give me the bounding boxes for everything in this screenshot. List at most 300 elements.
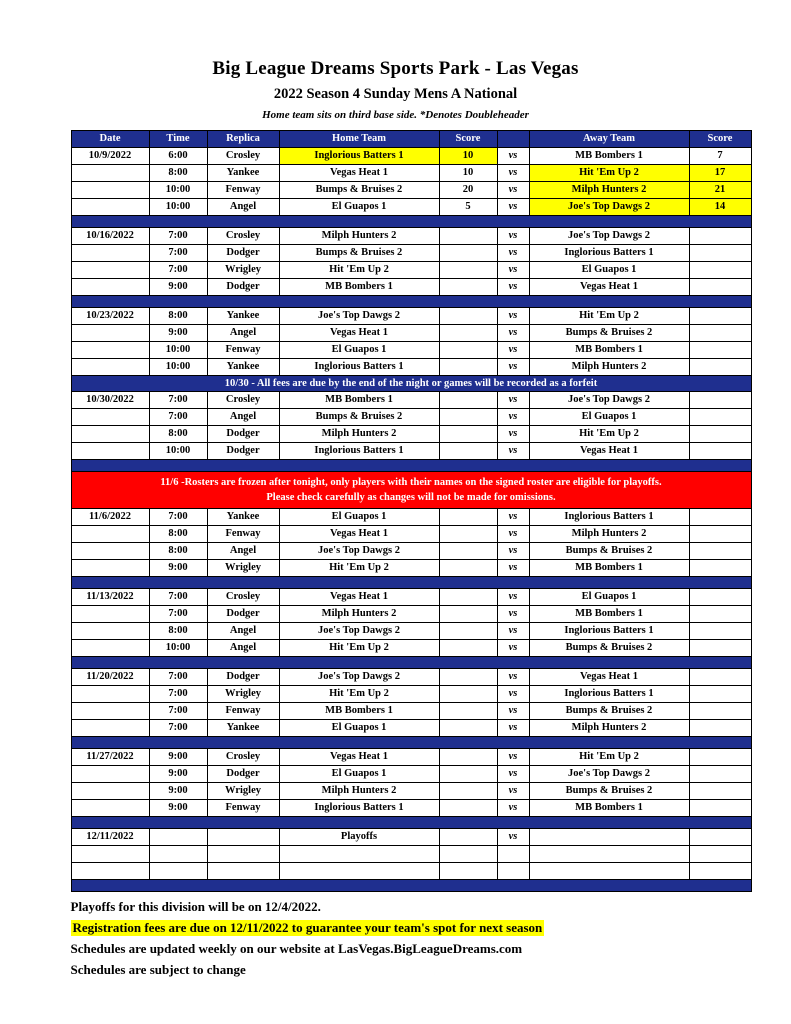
table-row	[71, 766, 751, 783]
cell-vs: vs	[497, 829, 529, 846]
table-row	[71, 543, 751, 560]
cell-date	[71, 543, 149, 560]
empty-cell	[149, 863, 207, 880]
column-header-date: Date	[71, 131, 149, 148]
cell-time: 9:00	[149, 325, 207, 342]
cell-date	[71, 409, 149, 426]
cell-away-score: 17	[689, 165, 751, 182]
cell-date	[71, 560, 149, 577]
cell-replica: Yankee	[207, 165, 279, 182]
empty-cell	[279, 863, 439, 880]
empty-cell	[279, 846, 439, 863]
cell-home-score	[439, 426, 497, 443]
cell-away-team: Bumps & Bruises 2	[529, 783, 689, 800]
cell-home-team: Bumps & Bruises 2	[279, 245, 439, 262]
schedule-table	[71, 130, 752, 892]
cell-home-score	[439, 325, 497, 342]
week-separator	[71, 460, 751, 472]
table-row	[71, 165, 751, 182]
cell-date	[71, 426, 149, 443]
cell-home-score	[439, 279, 497, 296]
cell-home-score	[439, 829, 497, 846]
cell-home-score	[439, 392, 497, 409]
table-row	[71, 148, 751, 165]
cell-home-team: El Guapos 1	[279, 720, 439, 737]
page-header	[0, 0, 791, 121]
cell-away-team: Joe's Top Dawgs 2	[529, 199, 689, 216]
table-row	[71, 800, 751, 817]
table-row	[71, 686, 751, 703]
footer-notes	[71, 892, 721, 978]
cell-away-team: MB Bombers 1	[529, 148, 689, 165]
cell-time: 7:00	[149, 589, 207, 606]
roster-freeze-line: Please check carefully as changes will not be made for omissions.	[266, 492, 556, 503]
cell-replica: Angel	[207, 640, 279, 657]
cell-date: 11/13/2022	[71, 589, 149, 606]
cell-away-team: Bumps & Bruises 2	[529, 703, 689, 720]
empty-cell	[71, 863, 149, 880]
cell-date	[71, 262, 149, 279]
table-row	[71, 392, 751, 409]
cell-date	[71, 245, 149, 262]
cell-away-score: 14	[689, 199, 751, 216]
cell-vs: vs	[497, 443, 529, 460]
cell-date: 11/6/2022	[71, 509, 149, 526]
cell-time: 10:00	[149, 359, 207, 376]
cell-replica: Angel	[207, 199, 279, 216]
cell-vs: vs	[497, 589, 529, 606]
cell-vs: vs	[497, 543, 529, 560]
cell-home-score	[439, 766, 497, 783]
cell-replica: Crosley	[207, 392, 279, 409]
cell-replica: Wrigley	[207, 560, 279, 577]
table-row	[71, 409, 751, 426]
cell-home-score	[439, 783, 497, 800]
week-separator-cell	[71, 737, 751, 749]
cell-replica: Fenway	[207, 703, 279, 720]
table-row	[71, 720, 751, 737]
cell-date	[71, 766, 149, 783]
cell-away-score	[689, 749, 751, 766]
cell-vs: vs	[497, 686, 529, 703]
notice-banner-text: 10/30 - All fees are due by the end of the night or games will be recorded as a forfeit	[71, 376, 751, 392]
table-row	[71, 669, 751, 686]
cell-home-score	[439, 262, 497, 279]
cell-away-team: El Guapos 1	[529, 262, 689, 279]
cell-home-team: Vegas Heat 1	[279, 589, 439, 606]
cell-away-score	[689, 392, 751, 409]
cell-away-team: Joe's Top Dawgs 2	[529, 392, 689, 409]
cell-away-team: Hit 'Em Up 2	[529, 308, 689, 325]
cell-replica	[207, 829, 279, 846]
cell-home-team: Playoffs	[279, 829, 439, 846]
cell-away-team: Bumps & Bruises 2	[529, 543, 689, 560]
cell-away-score	[689, 359, 751, 376]
cell-vs: vs	[497, 359, 529, 376]
cell-date	[71, 783, 149, 800]
cell-away-score	[689, 703, 751, 720]
cell-home-score	[439, 669, 497, 686]
cell-vs: vs	[497, 800, 529, 817]
table-row	[71, 783, 751, 800]
cell-date	[71, 526, 149, 543]
column-header-replica: Replica	[207, 131, 279, 148]
cell-vs: vs	[497, 509, 529, 526]
cell-away-team: Milph Hunters 2	[529, 359, 689, 376]
cell-away-score	[689, 443, 751, 460]
cell-vs: vs	[497, 783, 529, 800]
cell-date	[71, 606, 149, 623]
cell-home-team: Joe's Top Dawgs 2	[279, 669, 439, 686]
cell-home-score	[439, 443, 497, 460]
cell-home-score	[439, 342, 497, 359]
cell-time: 8:00	[149, 543, 207, 560]
cell-home-score	[439, 720, 497, 737]
cell-home-team: Milph Hunters 2	[279, 228, 439, 245]
table-row	[71, 560, 751, 577]
cell-time: 6:00	[149, 148, 207, 165]
cell-time: 7:00	[149, 606, 207, 623]
cell-home-team: MB Bombers 1	[279, 279, 439, 296]
cell-home-score: 10	[439, 148, 497, 165]
table-row	[71, 245, 751, 262]
schedule-table-wrap	[71, 130, 733, 892]
empty-cell	[207, 863, 279, 880]
table-row	[71, 199, 751, 216]
page-title: Big League Dreams Sports Park - Las Vegas	[212, 58, 579, 79]
cell-away-team: Hit 'Em Up 2	[529, 165, 689, 182]
cell-date: 11/27/2022	[71, 749, 149, 766]
cell-home-score	[439, 509, 497, 526]
cell-away-team: Inglorious Batters 1	[529, 686, 689, 703]
week-separator	[71, 657, 751, 669]
cell-home-score	[439, 308, 497, 325]
roster-freeze-banner-text	[71, 472, 751, 509]
cell-replica: Wrigley	[207, 262, 279, 279]
table-header-row	[71, 131, 751, 148]
week-separator	[71, 577, 751, 589]
column-header-home-team: Home Team	[279, 131, 439, 148]
cell-replica: Dodger	[207, 766, 279, 783]
cell-home-score	[439, 640, 497, 657]
cell-replica: Dodger	[207, 606, 279, 623]
footer-line-subject-to-change: Schedules are subject to change	[70, 962, 246, 977]
empty-cell	[149, 846, 207, 863]
cell-home-team: Joe's Top Dawgs 2	[279, 543, 439, 560]
cell-vs: vs	[497, 640, 529, 657]
cell-away-score	[689, 509, 751, 526]
cell-home-team: MB Bombers 1	[279, 392, 439, 409]
cell-vs: vs	[497, 409, 529, 426]
cell-away-score	[689, 426, 751, 443]
cell-time: 10:00	[149, 640, 207, 657]
cell-away-score	[689, 800, 751, 817]
cell-away-team: Milph Hunters 2	[529, 526, 689, 543]
table-row	[71, 829, 751, 846]
table-row	[71, 640, 751, 657]
cell-home-team: El Guapos 1	[279, 199, 439, 216]
week-separator-cell	[71, 880, 751, 892]
table-row	[71, 443, 751, 460]
column-header-vs	[497, 131, 529, 148]
cell-replica: Dodger	[207, 279, 279, 296]
empty-cell	[207, 846, 279, 863]
footer-line-playoffs: Playoffs for this division will be on 12/4/2022.	[70, 899, 321, 914]
cell-date	[71, 703, 149, 720]
cell-home-team: Hit 'Em Up 2	[279, 262, 439, 279]
cell-away-team: MB Bombers 1	[529, 800, 689, 817]
cell-date	[71, 359, 149, 376]
cell-away-score	[689, 589, 751, 606]
roster-freeze-line: 11/6 -Rosters are frozen after tonight, only players with their names on the signed roster are eligible for playoffs.	[160, 477, 662, 488]
cell-date	[71, 279, 149, 296]
cell-home-score	[439, 623, 497, 640]
cell-home-score	[439, 409, 497, 426]
table-row	[71, 308, 751, 325]
cell-away-team: Milph Hunters 2	[529, 720, 689, 737]
cell-away-team: Bumps & Bruises 2	[529, 640, 689, 657]
cell-away-score	[689, 686, 751, 703]
cell-away-score	[689, 640, 751, 657]
cell-home-score	[439, 560, 497, 577]
week-separator-cell	[71, 657, 751, 669]
cell-replica: Wrigley	[207, 783, 279, 800]
table-row	[71, 426, 751, 443]
column-header-away-team: Away Team	[529, 131, 689, 148]
table-row	[71, 589, 751, 606]
cell-vs: vs	[497, 342, 529, 359]
week-separator	[71, 216, 751, 228]
table-row	[71, 623, 751, 640]
cell-time: 8:00	[149, 426, 207, 443]
cell-away-team: Bumps & Bruises 2	[529, 325, 689, 342]
cell-vs: vs	[497, 669, 529, 686]
page-subtitle: 2022 Season 4 Sunday Mens A National	[273, 86, 518, 102]
table-row	[71, 359, 751, 376]
cell-away-team: Joe's Top Dawgs 2	[529, 766, 689, 783]
cell-time: 10:00	[149, 199, 207, 216]
week-separator-cell	[71, 577, 751, 589]
table-row	[71, 279, 751, 296]
cell-replica: Fenway	[207, 800, 279, 817]
table-row	[71, 703, 751, 720]
empty-cell	[439, 846, 497, 863]
cell-date	[71, 686, 149, 703]
cell-time: 8:00	[149, 165, 207, 182]
cell-home-team: El Guapos 1	[279, 766, 439, 783]
cell-away-score	[689, 262, 751, 279]
cell-date	[71, 720, 149, 737]
cell-date: 10/16/2022	[71, 228, 149, 245]
cell-time	[149, 829, 207, 846]
cell-home-score	[439, 228, 497, 245]
cell-time: 10:00	[149, 342, 207, 359]
cell-home-team: Vegas Heat 1	[279, 749, 439, 766]
cell-home-team: Joe's Top Dawgs 2	[279, 308, 439, 325]
cell-vs: vs	[497, 262, 529, 279]
cell-away-score	[689, 543, 751, 560]
cell-replica: Yankee	[207, 359, 279, 376]
cell-vs: vs	[497, 623, 529, 640]
column-header-time: Time	[149, 131, 207, 148]
cell-away-score: 7	[689, 148, 751, 165]
cell-home-team: Hit 'Em Up 2	[279, 640, 439, 657]
table-row	[71, 863, 751, 880]
cell-away-team: Inglorious Batters 1	[529, 623, 689, 640]
cell-date	[71, 443, 149, 460]
empty-cell	[497, 863, 529, 880]
cell-home-score	[439, 606, 497, 623]
cell-away-score	[689, 560, 751, 577]
cell-home-score	[439, 749, 497, 766]
cell-date	[71, 165, 149, 182]
cell-away-team: Milph Hunters 2	[529, 182, 689, 199]
cell-home-score: 10	[439, 165, 497, 182]
week-separator	[71, 737, 751, 749]
cell-time: 7:00	[149, 686, 207, 703]
cell-away-team: El Guapos 1	[529, 589, 689, 606]
cell-away-team	[529, 829, 689, 846]
cell-home-score	[439, 526, 497, 543]
cell-away-team: Vegas Heat 1	[529, 669, 689, 686]
cell-replica: Dodger	[207, 426, 279, 443]
cell-replica: Angel	[207, 325, 279, 342]
cell-time: 7:00	[149, 262, 207, 279]
footer-line-registration: Registration fees are due on 12/11/2022 to guarantee your team's spot for next season	[72, 920, 543, 935]
cell-home-score	[439, 686, 497, 703]
cell-home-team: Hit 'Em Up 2	[279, 686, 439, 703]
cell-replica: Angel	[207, 409, 279, 426]
cell-date	[71, 342, 149, 359]
cell-replica: Fenway	[207, 182, 279, 199]
cell-date	[71, 325, 149, 342]
cell-home-score	[439, 800, 497, 817]
cell-home-team: Inglorious Batters 1	[279, 148, 439, 165]
cell-vs: vs	[497, 426, 529, 443]
empty-cell	[71, 846, 149, 863]
cell-home-team: Inglorious Batters 1	[279, 359, 439, 376]
empty-cell	[689, 863, 751, 880]
cell-home-team: El Guapos 1	[279, 509, 439, 526]
cell-home-score	[439, 543, 497, 560]
cell-vs: vs	[497, 606, 529, 623]
table-row	[71, 325, 751, 342]
cell-time: 7:00	[149, 409, 207, 426]
header-note: Home team sits on third base side. *Denotes Doubleheader	[262, 109, 529, 121]
cell-time: 7:00	[149, 720, 207, 737]
week-separator-cell	[71, 460, 751, 472]
cell-away-team: Inglorious Batters 1	[529, 245, 689, 262]
cell-away-team: Inglorious Batters 1	[529, 509, 689, 526]
cell-away-score	[689, 526, 751, 543]
cell-date	[71, 640, 149, 657]
cell-away-team: Vegas Heat 1	[529, 443, 689, 460]
week-separator-cell	[71, 296, 751, 308]
empty-cell	[689, 846, 751, 863]
empty-cell	[529, 846, 689, 863]
cell-time: 7:00	[149, 703, 207, 720]
cell-replica: Crosley	[207, 228, 279, 245]
cell-date: 11/20/2022	[71, 669, 149, 686]
table-row	[71, 228, 751, 245]
cell-away-score: 21	[689, 182, 751, 199]
cell-replica: Dodger	[207, 443, 279, 460]
cell-time: 9:00	[149, 766, 207, 783]
empty-cell	[497, 846, 529, 863]
table-row	[71, 262, 751, 279]
table-row	[71, 509, 751, 526]
cell-replica: Dodger	[207, 245, 279, 262]
table-row	[71, 846, 751, 863]
cell-away-score	[689, 829, 751, 846]
cell-home-team: Milph Hunters 2	[279, 606, 439, 623]
cell-home-team: Vegas Heat 1	[279, 526, 439, 543]
table-row	[71, 182, 751, 199]
cell-away-score	[689, 228, 751, 245]
cell-away-score	[689, 279, 751, 296]
cell-away-team: El Guapos 1	[529, 409, 689, 426]
table-body	[71, 148, 751, 892]
cell-away-score	[689, 766, 751, 783]
cell-away-score	[689, 783, 751, 800]
cell-replica: Yankee	[207, 720, 279, 737]
cell-home-team: Inglorious Batters 1	[279, 800, 439, 817]
cell-time: 8:00	[149, 308, 207, 325]
cell-home-team: Bumps & Bruises 2	[279, 182, 439, 199]
cell-away-team: Hit 'Em Up 2	[529, 749, 689, 766]
cell-away-score	[689, 669, 751, 686]
cell-replica: Fenway	[207, 342, 279, 359]
cell-time: 9:00	[149, 749, 207, 766]
cell-replica: Yankee	[207, 509, 279, 526]
cell-home-score	[439, 359, 497, 376]
cell-home-score	[439, 245, 497, 262]
cell-date: 10/30/2022	[71, 392, 149, 409]
cell-home-team: Vegas Heat 1	[279, 325, 439, 342]
cell-vs: vs	[497, 199, 529, 216]
cell-vs: vs	[497, 148, 529, 165]
cell-away-score	[689, 720, 751, 737]
cell-away-team: Vegas Heat 1	[529, 279, 689, 296]
cell-away-team: MB Bombers 1	[529, 342, 689, 359]
cell-home-team: Milph Hunters 2	[279, 783, 439, 800]
empty-cell	[439, 863, 497, 880]
cell-vs: vs	[497, 325, 529, 342]
cell-away-score	[689, 342, 751, 359]
cell-time: 9:00	[149, 279, 207, 296]
cell-replica: Crosley	[207, 148, 279, 165]
table-row	[71, 606, 751, 623]
cell-time: 7:00	[149, 669, 207, 686]
cell-time: 7:00	[149, 245, 207, 262]
cell-replica: Dodger	[207, 669, 279, 686]
cell-date: 12/11/2022	[71, 829, 149, 846]
cell-time: 7:00	[149, 392, 207, 409]
cell-home-score: 5	[439, 199, 497, 216]
cell-replica: Crosley	[207, 589, 279, 606]
cell-vs: vs	[497, 766, 529, 783]
cell-vs: vs	[497, 308, 529, 325]
cell-date: 10/9/2022	[71, 148, 149, 165]
cell-vs: vs	[497, 182, 529, 199]
cell-replica: Yankee	[207, 308, 279, 325]
notice-banner	[71, 376, 751, 392]
cell-replica: Angel	[207, 623, 279, 640]
cell-replica: Angel	[207, 543, 279, 560]
table-row	[71, 749, 751, 766]
cell-time: 10:00	[149, 443, 207, 460]
cell-time: 10:00	[149, 182, 207, 199]
